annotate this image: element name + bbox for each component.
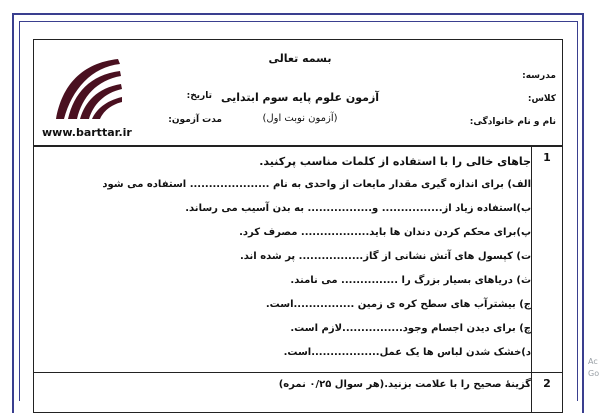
class-label: کلاس: — [527, 94, 556, 104]
question-item: ج) بیشترآب های سطح کره ی زمین ................است. — [265, 299, 531, 310]
question-item: پ)برای محکم کردن دندان ها باید.................. مصرف کرد. — [239, 227, 531, 238]
question-body — [34, 147, 532, 373]
question-item: د)خشک شدن لباس ها یک عمل..................است. — [283, 347, 531, 358]
page-title: بسمه تعالی — [268, 52, 332, 65]
activation-watermark — [588, 356, 599, 380]
questions-table — [33, 146, 563, 413]
watermark-line: Go — [588, 369, 600, 378]
exam-title: آزمون علوم پایه سوم ابتدایی — [220, 91, 380, 104]
question-row — [34, 373, 563, 413]
question-instruction: گزینۀ صحیح را با علامت بزنید.(هر سوال ۰/۲۵ نمره) — [278, 379, 531, 390]
question-number: 1 — [532, 147, 563, 373]
exam-subtitle: (آزمون نوبت اول) — [262, 113, 338, 124]
question-instruction: جاهای خالی را با استفاده از کلمات مناسب پرکنید. — [259, 155, 531, 168]
question-row — [34, 147, 563, 373]
date-label: تاریخ: — [186, 91, 212, 101]
school-label: مدرسه: — [522, 71, 556, 81]
name-label: نام و نام خانوادگی: — [469, 117, 556, 127]
question-number: 2 — [532, 373, 563, 413]
question-item: ب)استفاده زیاد از................ و................. به بدن آسیب می رساند. — [185, 203, 531, 214]
website-url: www.barttar.ir — [42, 126, 132, 139]
question-item: الف) برای اندازه گیری مقدار مایعات از واحدی به نام ..................... استفاده می شود — [102, 179, 531, 190]
duration-label: مدت آزمون: — [168, 115, 222, 125]
question-body — [34, 373, 532, 413]
question-item: ث) دریاهای بسیار بزرگ را ............... می نامند. — [290, 275, 531, 286]
watermark-line: Ac — [588, 357, 598, 366]
question-item: چ) برای دیدن اجسام وجود................لازم است. — [290, 323, 531, 334]
question-item: ت) کپسول های آتش نشانی از گاز................. پر شده اند. — [239, 251, 531, 262]
